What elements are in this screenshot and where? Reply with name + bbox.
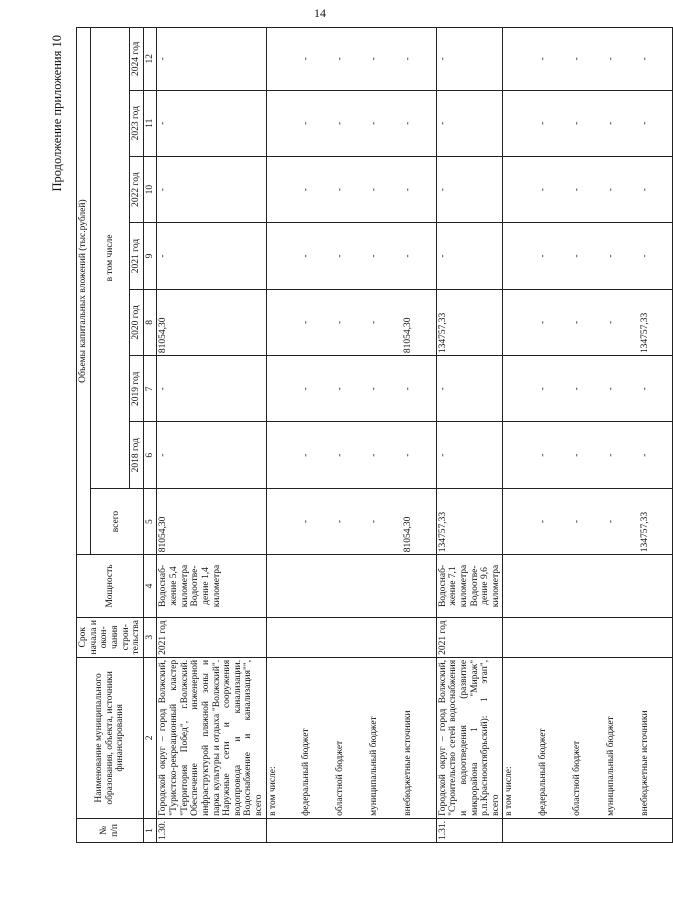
row-total: - <box>537 488 571 554</box>
table-row-sub <box>537 28 571 843</box>
row-y2024: - <box>334 28 368 91</box>
header-capacity: Мощность <box>77 555 144 617</box>
table-row-sub <box>503 28 537 843</box>
row-y2023: - <box>157 90 266 156</box>
row-name: муниципальный бюджет <box>368 657 402 818</box>
row-y2021: - <box>402 223 436 289</box>
header-year: 2019 год <box>130 356 144 422</box>
row-y2019: - <box>334 356 368 422</box>
row-total: - <box>368 488 402 554</box>
row-y2019: - <box>571 356 605 422</box>
header-volumes: Объемы капитальных вложений (тыс.рублей) <box>77 28 91 555</box>
row-y2021: - <box>605 223 639 289</box>
table-row-sub <box>402 28 436 843</box>
col-number: 10 <box>143 156 157 222</box>
row-y2020: - <box>571 289 605 355</box>
row-y2018: - <box>402 422 436 488</box>
row-y2019: - <box>402 356 436 422</box>
capital-investment-table <box>76 27 673 843</box>
row-y2018: - <box>537 422 571 488</box>
row-y2019: - <box>157 356 266 422</box>
row-y2024: - <box>300 28 334 91</box>
row-y2024: - <box>436 28 503 91</box>
row-total: - <box>571 488 605 554</box>
row-y2021: - <box>334 223 368 289</box>
row-num: 1.30. <box>157 818 266 842</box>
table-row-sub <box>605 28 639 843</box>
row-y2023: - <box>639 90 673 156</box>
row-y2019: - <box>300 356 334 422</box>
header-period: Срок начала и окон- чания строи- тельства <box>77 617 144 657</box>
col-number: 12 <box>143 28 157 91</box>
row-name: внебюджетные источники <box>402 657 436 818</box>
row-y2022: - <box>436 156 503 222</box>
table-row-sub <box>368 28 402 843</box>
header-incl: в том числе <box>90 28 130 489</box>
row-y2021: - <box>639 223 673 289</box>
header-year: 2018 год <box>130 422 144 488</box>
row-y2018: - <box>605 422 639 488</box>
row-y2023: - <box>605 90 639 156</box>
row-y2018: - <box>571 422 605 488</box>
row-y2018: - <box>334 422 368 488</box>
table-row-sub <box>571 28 605 843</box>
row-y2022: - <box>368 156 402 222</box>
row-y2024: - <box>571 28 605 91</box>
header-total: всего <box>90 488 143 554</box>
row-total: - <box>300 488 334 554</box>
row-y2018: - <box>157 422 266 488</box>
row-name: внебюджетные источники <box>639 657 673 818</box>
row-y2019: - <box>368 356 402 422</box>
row-y2022: - <box>334 156 368 222</box>
row-y2020: - <box>537 289 571 355</box>
row-y2022: - <box>639 156 673 222</box>
row-y2022: - <box>300 156 334 222</box>
row-name: Городской округ – город Волжский, "Строительство сетей водоснабжения и водоотведения (развитие микрорайона 1 "Мираж" р.п.Краснооктябрьский): 1 этап", всего <box>436 657 503 818</box>
row-y2023: - <box>537 90 571 156</box>
row-y2020: - <box>300 289 334 355</box>
row-y2020: 134757,33 <box>639 289 673 355</box>
row-y2018: - <box>300 422 334 488</box>
row-name: федеральный бюджет <box>300 657 334 818</box>
col-number: 9 <box>143 223 157 289</box>
row-capacity: Водоснаб- жение 7,1 километра Водоотве- дение 9,6 километра <box>436 555 503 617</box>
row-total: 134757,33 <box>639 488 673 554</box>
col-number: 5 <box>143 488 157 554</box>
row-y2019: - <box>537 356 571 422</box>
row-y2022: - <box>605 156 639 222</box>
row-y2023: - <box>368 90 402 156</box>
row-y2021: - <box>300 223 334 289</box>
table-row-object <box>436 28 503 843</box>
col-number: 2 <box>143 657 157 818</box>
row-capacity: Водоснаб- жение 5,4 километра Водоотве- дение 1,4 километра <box>157 555 266 617</box>
table-row-sub <box>639 28 673 843</box>
row-name: в том числе: <box>266 657 300 818</box>
row-period: 2021 год <box>157 617 266 657</box>
row-y2018: - <box>639 422 673 488</box>
row-y2019: - <box>605 356 639 422</box>
rotated-sheet <box>40 5 650 865</box>
row-y2024: - <box>639 28 673 91</box>
row-y2020: - <box>334 289 368 355</box>
row-y2024: - <box>537 28 571 91</box>
row-y2022: - <box>537 156 571 222</box>
row-y2023: - <box>402 90 436 156</box>
table-row-sub <box>334 28 368 843</box>
row-y2021: - <box>537 223 571 289</box>
row-name: в том числе: <box>503 657 537 818</box>
row-y2024: - <box>157 28 266 91</box>
row-y2024: - <box>402 28 436 91</box>
row-y2019: - <box>639 356 673 422</box>
row-period: 2021 год <box>436 617 503 657</box>
row-y2020: 81054,30 <box>402 289 436 355</box>
header-year: 2021 год <box>130 223 144 289</box>
row-y2023: - <box>571 90 605 156</box>
header-num: № п/п <box>77 818 144 842</box>
page-number: 14 <box>314 6 326 20</box>
col-number: 8 <box>143 289 157 355</box>
continuation-label: Продолжение приложения 10 <box>50 35 64 192</box>
row-total: 81054,30 <box>157 488 266 554</box>
row-total: 134757,33 <box>436 488 503 554</box>
row-name: Городской округ – город Волжский, "Туристско-рекреационный кластер "Территория Побед", г.Волжский. Обеспечение инженерной инфраструктурой пляжной зоны и парка культуры и отдыха "Волжский". Наружные сети и сооружения водопровода и канализации. Водоснабжение и канализация"", всего <box>157 657 266 818</box>
row-name: муниципальный бюджет <box>605 657 639 818</box>
col-number: 11 <box>143 90 157 156</box>
row-y2021: - <box>571 223 605 289</box>
header-year: 2024 год <box>130 28 144 91</box>
row-y2023: - <box>300 90 334 156</box>
header-name: Наименование муниципального образования, объекта, источники финансирования <box>77 657 144 818</box>
row-y2022: - <box>157 156 266 222</box>
row-name: областной бюджет <box>334 657 368 818</box>
col-number: 4 <box>143 555 157 617</box>
row-y2019: - <box>436 356 503 422</box>
col-number: 6 <box>143 422 157 488</box>
table-row-sub <box>266 28 300 843</box>
col-number: 7 <box>143 356 157 422</box>
table-row-object <box>157 28 266 843</box>
row-y2022: - <box>571 156 605 222</box>
row-y2021: - <box>157 223 266 289</box>
row-y2020: 81054,30 <box>157 289 266 355</box>
row-y2021: - <box>368 223 402 289</box>
row-total: 81054,30 <box>402 488 436 554</box>
row-total: - <box>605 488 639 554</box>
row-y2020: 134757,33 <box>436 289 503 355</box>
table-row-sub <box>300 28 334 843</box>
row-y2022: - <box>402 156 436 222</box>
row-y2018: - <box>368 422 402 488</box>
row-name: областной бюджет <box>571 657 605 818</box>
row-y2020: - <box>368 289 402 355</box>
row-y2018: - <box>436 422 503 488</box>
header-year: 2022 год <box>130 156 144 222</box>
header-year: 2023 год <box>130 90 144 156</box>
row-num: 1.31. <box>436 818 503 842</box>
header-year: 2020 год <box>130 289 144 355</box>
row-y2021: - <box>436 223 503 289</box>
row-y2024: - <box>605 28 639 91</box>
row-y2023: - <box>334 90 368 156</box>
row-y2023: - <box>436 90 503 156</box>
row-name: федеральный бюджет <box>537 657 571 818</box>
row-y2024: - <box>368 28 402 91</box>
col-number: 3 <box>143 617 157 657</box>
row-y2020: - <box>605 289 639 355</box>
col-number: 1 <box>143 818 157 842</box>
row-total: - <box>334 488 368 554</box>
